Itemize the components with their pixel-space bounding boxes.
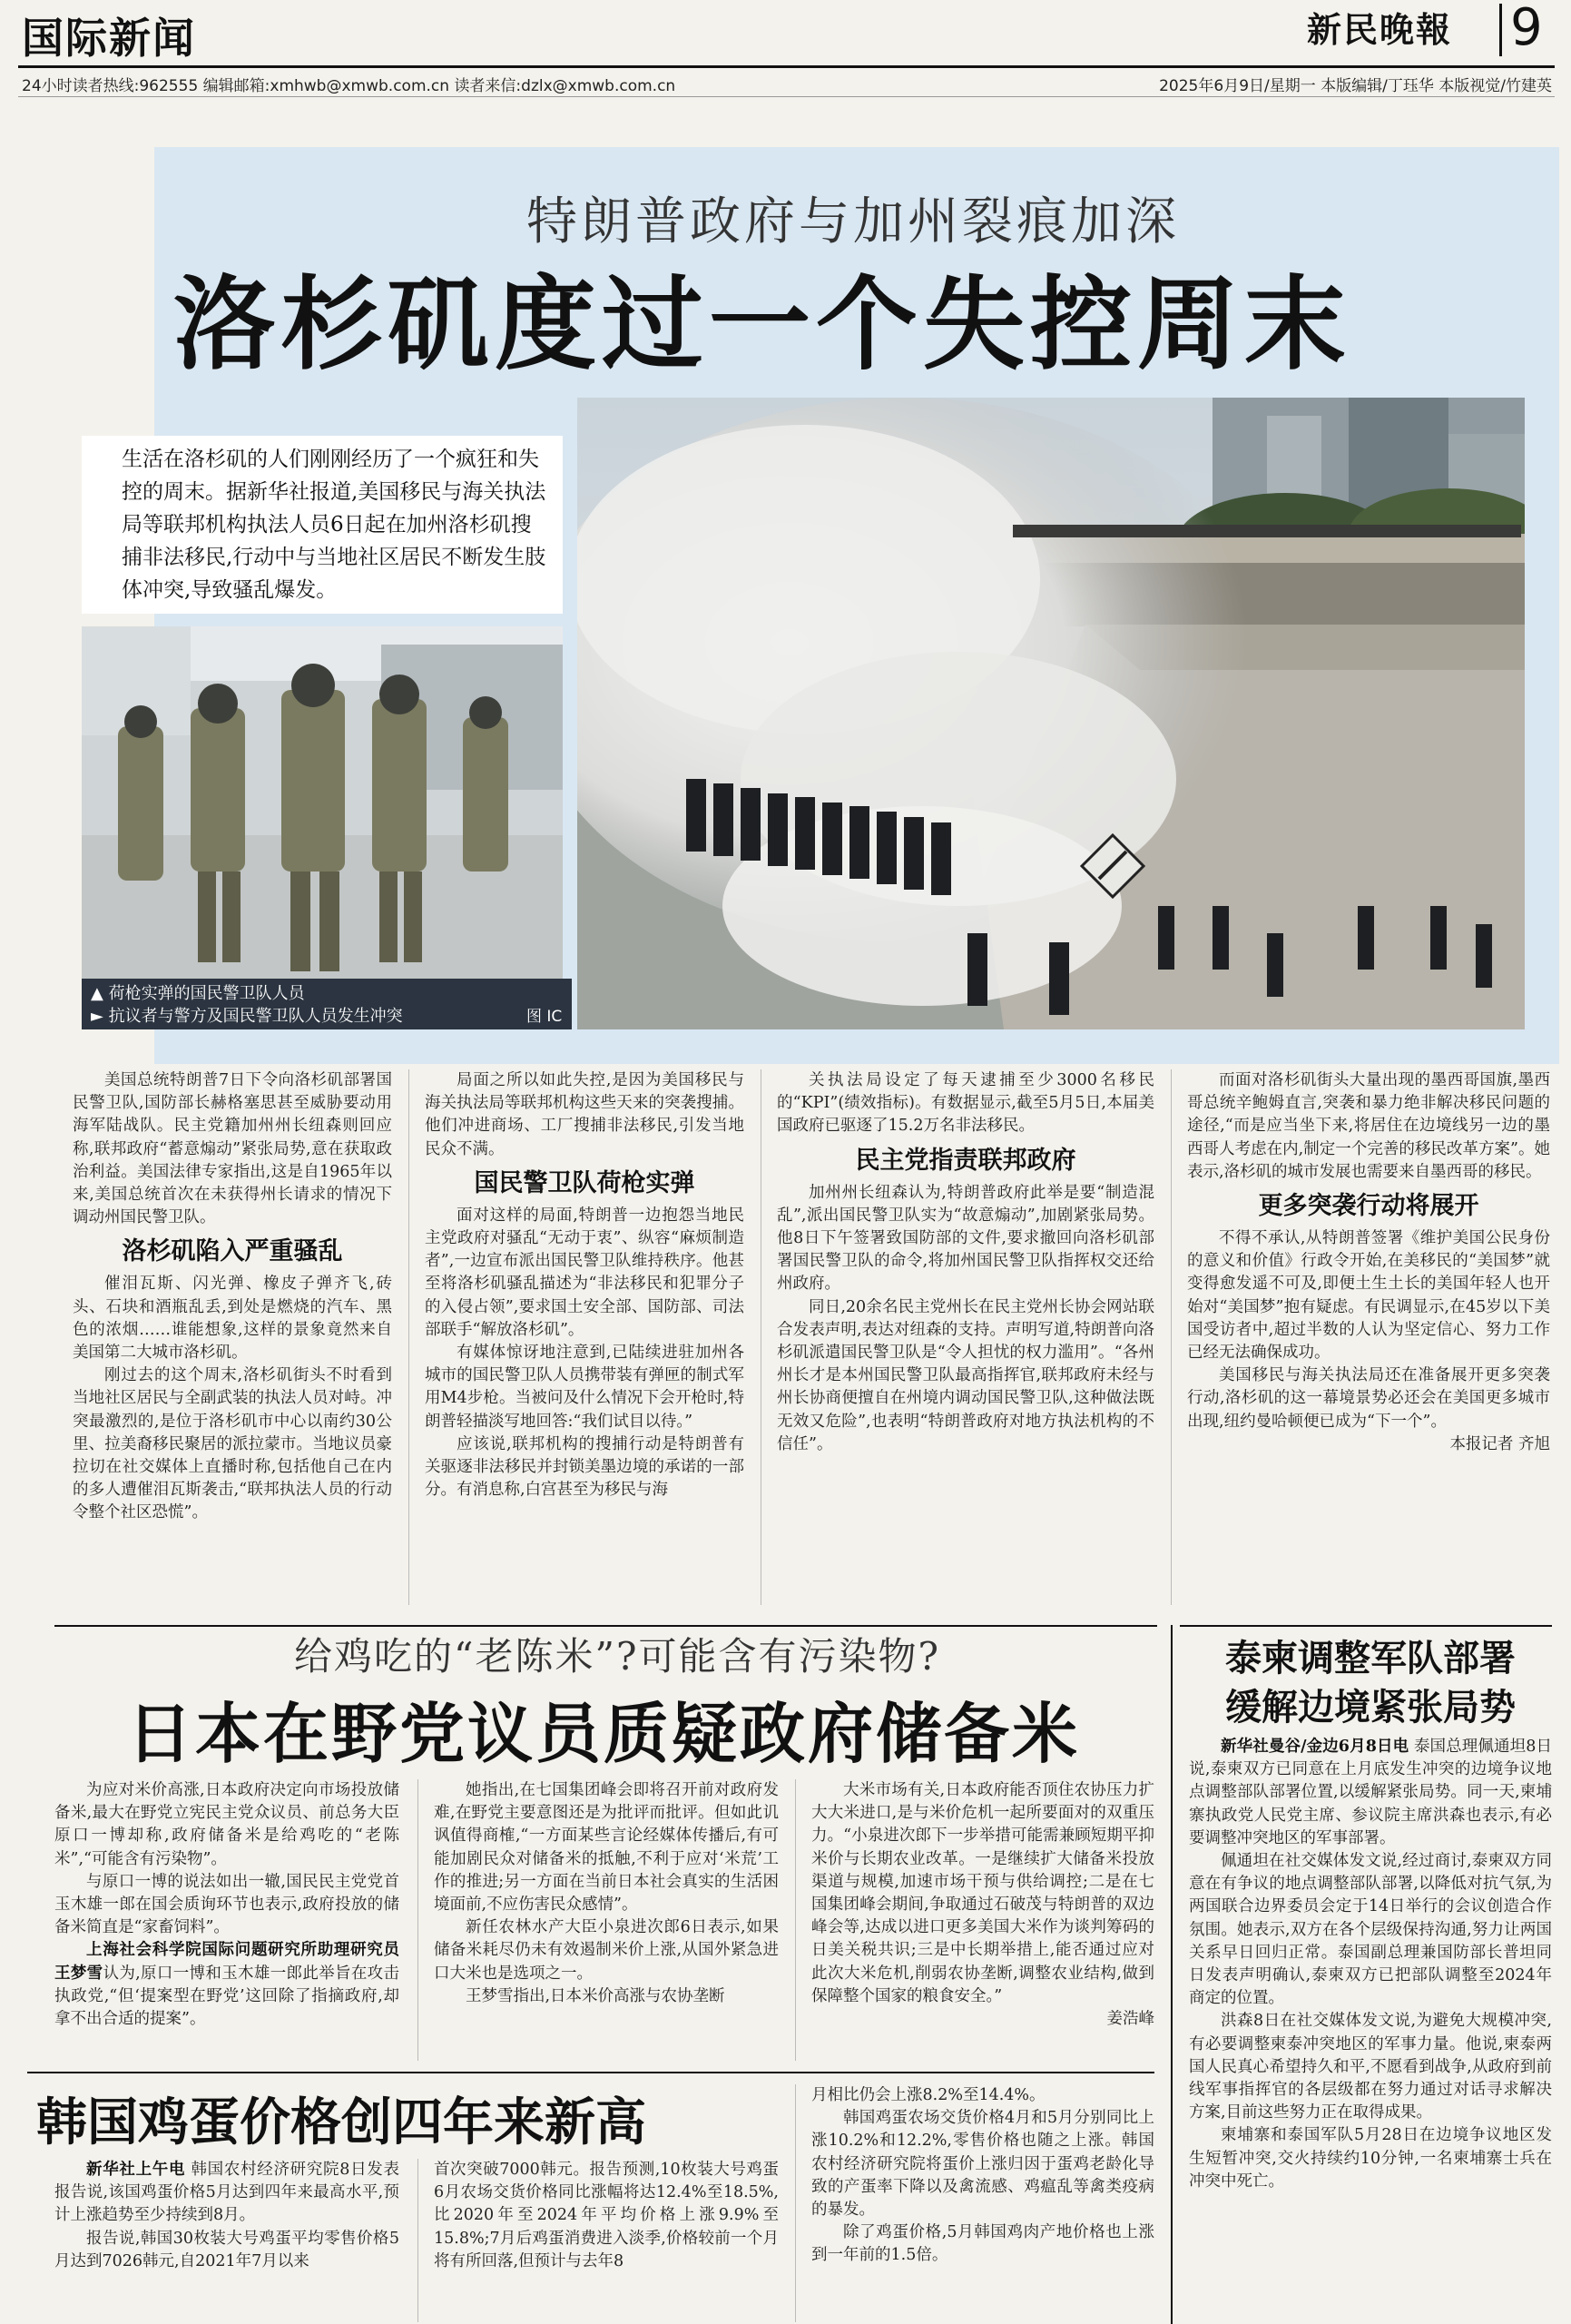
source-lead: 上海社会科学院国际问题研究所助理研究员王梦雪	[54, 1941, 399, 1983]
photo-clash-overpass	[577, 398, 1525, 1029]
paragraph: 关执法局设定了每天逮捕至少3000名移民的“KPI”(绩效指标)。有数据显示,截至5月5日,本届美国政府已驱逐了15.2万名非法移民。	[777, 1071, 1154, 1136]
subheading: 更多突袭行动将展开	[1258, 1192, 1479, 1221]
headline-line-1: 泰柬调整军队部署	[1225, 1638, 1516, 1679]
section-rule	[27, 2072, 1154, 2073]
lead-headline: 洛杉矶度过一个失控周末	[173, 266, 1351, 384]
page-number: 9	[1510, 0, 1543, 57]
paragraph: 催泪瓦斯、闪光弹、橡皮子弹齐飞,砖头、石块和酒瓶乱丢,到处是燃烧的汽车、黑色的浓烟……谁能想象,这样的景象竟然来自美国第二大城市洛杉矶。	[73, 1275, 392, 1363]
section-name: 国际新闻	[22, 14, 196, 63]
paragraph: 局面之所以如此失控,是因为美国移民与海关执法局等联邦机构这些天来的突袭搜捕。他们冲进商场、工厂搜捕非法移民,引发当地民众不满。	[425, 1071, 744, 1158]
lead-column-1	[73, 1069, 392, 1525]
paragraph-text: 泰国总理佩通坦8日说,泰柬双方已同意在上月底发生冲突的边境争议地点调整部队部署位置,以缓解紧张局势。同一天,柬埔寨执政党人民党主席、参议院主席洪森也表示,有必要调整冲突地区的军事部署。	[1189, 1738, 1552, 1847]
column-rule	[408, 1069, 409, 1605]
paragraph: 面对这样的局面,特朗普一边抱怨当地民主党政府对骚乱“无动于衷”、纵容“麻烦制造者”,一边宣布派出国民警卫队维持秩序。他甚至将洛杉矶骚乱描述为“非法移民和犯罪分子的入侵占领”,要求国土安全部、国防部、司法部联手“解放洛杉矶”。	[425, 1206, 744, 1339]
paragraph: 报告说,韩国30枚装大号鸡蛋平均零售价格5月达到7026韩元,自2021年7月以来	[54, 2229, 399, 2270]
article3-column-2	[434, 2159, 779, 2273]
paragraph: 大米市场有关,日本政府能否顶住农协压力扩大大米进口,是与米价危机一起所要面对的双重压力。“小泉进次郎下一步举措可能需兼顾短期平抑米价与长期农业改革。一是继续扩大储备米投放渠道与规模,加速市场干预与供给调控;二是在七国集团峰会期间,争取通过石破茂与特朗普的双边峰会等,达成以进口更多美国大米作为谈判筹码的日美关税共识;三是中长期举措上,能否通过应对此次大米危机,削弱农协垄断,调整农业结构,做到保障整个国家的粮食安全。”	[811, 1781, 1154, 2005]
source-lead: 新华社上午电	[86, 2161, 186, 2179]
paragraph: 与原口一博的说法如出一辙,国民民主党党首玉木雄一郎在国会质询环节也表示,政府投放的储备米简直是“家畜饲料”。	[54, 1872, 399, 1937]
paragraph	[54, 1939, 399, 2031]
paragraph: 月相比仍会上涨8.2%至14.4%。	[811, 2086, 1046, 2104]
article-headline: 日本在野党议员质疑政府储备米	[126, 1696, 1080, 1772]
subheading: 洛杉矶陷入严重骚乱	[122, 1237, 343, 1266]
article3-column-3	[811, 2084, 1154, 2268]
column-rule	[417, 1779, 418, 2061]
sidebar-headline	[1189, 1634, 1552, 1732]
paragraph: 首次突破7000韩元。报告预测,10枚装大号鸡蛋6月农场交货价格同比涨幅将达12.4%至18.5%,比2020年至2024年平均价格上涨9.9%至15.8%;7月后鸡蛋消费进入淡季,价格较前一个月将有所回落,但预计与去年8	[434, 2161, 779, 2270]
photo-national-guard	[82, 626, 563, 980]
sidebar-rule	[1180, 1625, 1552, 1627]
article2-column-1	[54, 1779, 399, 2031]
masthead-rule-thin	[18, 96, 1555, 97]
paragraph: 她指出,在七国集团峰会即将召开前对政府发难,在野党主要意图还是为批评而批评。但如此讥讽值得商榷,“一方面某些言论经媒体传播后,有可能加剧民众对储备米的抵触,不利于应对‘米荒’工作的推进;另一方面在当前日本社会真实的生活困境面前,不应伤害民众感情”。	[434, 1781, 779, 1915]
paragraph: 韩国鸡蛋农场交货价格4月和5月分别同比上涨10.2%和12.2%,零售价格也随之上涨。韩国农村经济研究院将蛋价上涨归因于蛋鸡老龄化导致的产蛋率下降以及禽流感、鸡瘟乱等禽类疫病的暴发。	[811, 2109, 1154, 2220]
paragraph: 有媒体惊讶地注意到,已陆续进驻加州各城市的国民警卫队人员携带装有弹匣的制式军用M4步枪。当被问及什么情况下会开枪时,特朗普轻描淡写地回答:“我们试目以待。”	[425, 1344, 744, 1431]
reader-hotline: 24小时读者热线:962555 编辑邮箱:xmhwb@xmwb.com.cn 读者来信:dzlx@xmwb.com.cn	[22, 77, 676, 95]
article2-column-2	[434, 1779, 779, 2008]
lead-column-2	[425, 1069, 744, 1502]
paragraph: 王梦雪指出,日本米价高涨与农协垄断	[466, 1986, 725, 2005]
paragraph: 为应对米价高涨,日本政府决定向市场投放储备米,最大在野党立宪民主党众议员、前总务大臣原口一博却称,政府储备米是给鸡吃的“老陈米”,“可能含有污染物”。	[54, 1781, 399, 1868]
masthead-rule	[18, 65, 1555, 68]
paragraph-text: 认为,原口一博和玉木雄一郎此举旨在攻击执政党,“但‘提案型在野党’这回除了指摘政府,却拿不出合适的提案”。	[54, 1964, 400, 2029]
sidebar-body	[1189, 1736, 1552, 2193]
headline-line-2: 缓解边境紧张局势	[1225, 1687, 1516, 1728]
paragraph: 除了鸡蛋价格,5月韩国鸡肉产地价格也上涨到一年前的1.5倍。	[811, 2223, 1154, 2265]
column-rule	[795, 2084, 796, 2322]
lead-intro: 生活在洛杉矶的人们刚刚经历了一个疯狂和失控的周末。据新华社报道,美国移民与海关执法局等联邦机构执法人员6日起在加州洛杉矶搜捕非法移民,行动中与当地社区居民不断发生肢体冲突,导致骚乱爆发。	[82, 436, 563, 614]
paragraph: 不得不承认,从特朗普签署《维护美国公民身份的意义和价值》行政令开始,在美移民的“美国梦”就变得愈发遥不可及,即便土生土长的美国年轻人也开始对“美国梦”抱有疑虑。有民调显示,在45岁以下美国受访者中,超过半数的人认为坚定信心、努力工作已经无法确保成功。	[1187, 1229, 1550, 1363]
article-kicker: 给鸡吃的“老陈米”?可能含有污染物?	[294, 1634, 940, 1679]
photo-caption	[82, 979, 572, 1029]
column-rule	[417, 2159, 418, 2322]
paragraph: 新任农林水产大臣小泉进次郎6日表示,如果储备米耗尽仍未有效遏制米价上涨,从国外紧急进口大米也是选项之一。	[434, 1918, 779, 1983]
paragraph	[1189, 1736, 1552, 1850]
paragraph: 佩通坦在社交媒体发文说,经过商讨,泰柬双方同意在有争议的地点调整部队部署,以降低对抗气氛,为两国联合边界委员会定于14日举行的会议创造合作氛围。她表示,双方在各个层级保持沟通,努力让两国关系早日回归正常。泰国副总理兼国防部长普坦同日发表声明确认,泰柬双方已把部队调整至2024年商定的位置。	[1189, 1852, 1552, 2008]
newspaper-brand: 新民晚報	[1307, 9, 1453, 50]
paragraph: 应该说,联邦机构的搜捕行动是特朗普有关驱逐非法移民并封锁美墨边境的承诺的一部分。有消息称,白宫甚至为移民与海	[425, 1434, 744, 1500]
paragraph: 刚过去的这个周末,洛杉矶街头不时看到当地社区居民与全副武装的执法人员对峙。冲突最激烈的,是位于洛杉矶市中心以南约30公里、拉美裔移民聚居的派拉蒙市。当地议员豪拉切在社交媒体上直播时称,包括他自己在内的多人遭催泪瓦斯袭击,“联邦执法人员的行动令整个社区恐慌”。	[73, 1366, 392, 1522]
paragraph	[54, 2159, 399, 2228]
paragraph: 美国移民与海关执法局还在准备展开更多突袭行动,洛杉矶的这一幕境景势必还会在美国更多城市出现,纽约曼哈顿便已成为“下一个”。	[1187, 1366, 1550, 1431]
paragraph: 柬埔寨和泰国军队5月28日在边境争议地区发生短暂冲突,交火持续约10分钟,一名柬埔寨士兵在冲突中死亡。	[1189, 2126, 1552, 2191]
paragraph: 同日,20余名民主党州长在民主党州长协会网站联合发表声明,表达对纽森的支持。声明写道,特朗普向洛杉矶派遣国民警卫队是“令人担忧的权力滥用”。“各州州长才是本州国民警卫队最高指挥官,联邦政府未经与州长协商便擅自在州境内调动国民警卫队,这种做法既无效又危险”,也表明“特朗普政府对地方执法机构的不信任”。	[777, 1297, 1154, 1453]
lead-column-4	[1187, 1069, 1550, 1456]
source-lead: 新华社曼谷/金边6月8日电	[1221, 1738, 1409, 1756]
article-headline: 韩国鸡蛋价格创四年来新高	[36, 2093, 646, 2152]
paragraph: 美国总统特朗普7日下令向洛杉矶部署国民警卫队,国防部长赫格塞思甚至威胁要动用海军陆战队。民主党籍加州州长纽森则回应称,联邦政府“蓄意煽动”紧张局势,意在获取政治利益。美国法律专家指出,这是自1965年以来,美国总统首次在未获得州长请求的情况下调动州国民警卫队。	[73, 1071, 392, 1227]
column-rule	[795, 1779, 796, 2061]
paragraph-text: 韩国农村经济研究院8日发表报告说,该国鸡蛋价格5月达到四年来最高水平,预计上涨趋势至少持续到8月。	[54, 2161, 399, 2225]
column-rule	[1171, 1069, 1172, 1605]
caption-line-2: ► 抗议者与警方及国民警卫队人员发生冲突	[91, 1007, 403, 1026]
subheading: 国民警卫队荷枪实弹	[474, 1168, 695, 1197]
caption-line-1: ▲ 荷枪实弹的国民警卫队人员	[91, 984, 305, 1003]
byline: 姜浩峰	[1106, 2010, 1154, 2029]
subheading: 民主党指责联邦政府	[855, 1146, 1076, 1175]
lead-kicker: 特朗普政府与加州裂痕加深	[526, 192, 1180, 251]
sidebar-rule	[1171, 1625, 1173, 2324]
lead-column-3	[777, 1069, 1154, 1456]
article2-column-3	[811, 1779, 1154, 2031]
photo-credit: 图 IC	[526, 1008, 563, 1026]
byline: 本报记者 齐旭	[1449, 1434, 1550, 1453]
paragraph: 加州州长纽森认为,特朗普政府此举是要“制造混乱”,派出国民警卫队实为“故意煽动”,加剧紧张局势。他8日下午签署致国防部的文件,要求撤回向洛杉矶部署国民警卫队的命令,将加州国民警卫队指挥权交还给州政府。	[777, 1183, 1154, 1294]
paragraph: 而面对洛杉矶街头大量出现的墨西哥国旗,墨西哥总统辛鲍姆直言,突袭和暴力绝非解决移民问题的途径,“而是应当坐下来,将居住在边境线另一边的墨西哥人考虑在内,制定一个完善的移民改革方案”。她表示,洛杉矶的城市发展也需要来自墨西哥的移民。	[1187, 1071, 1550, 1181]
article3-column-1	[54, 2159, 399, 2273]
dateline: 2025年6月9日/星期一 本版编辑/丁珏华 本版视觉/竹建英	[1159, 77, 1552, 95]
paragraph: 洪森8日在社交媒体发文说,为避免大规模冲突,有必要调整柬泰冲突地区的军事力量。他说,柬泰两国人民真心希望持久和平,不愿看到战争,从政府到前线军事指挥官的各层级都在努力通过对话寻求解决方案,目前这些努力正在取得成果。	[1189, 2012, 1552, 2122]
divider	[1499, 4, 1502, 56]
